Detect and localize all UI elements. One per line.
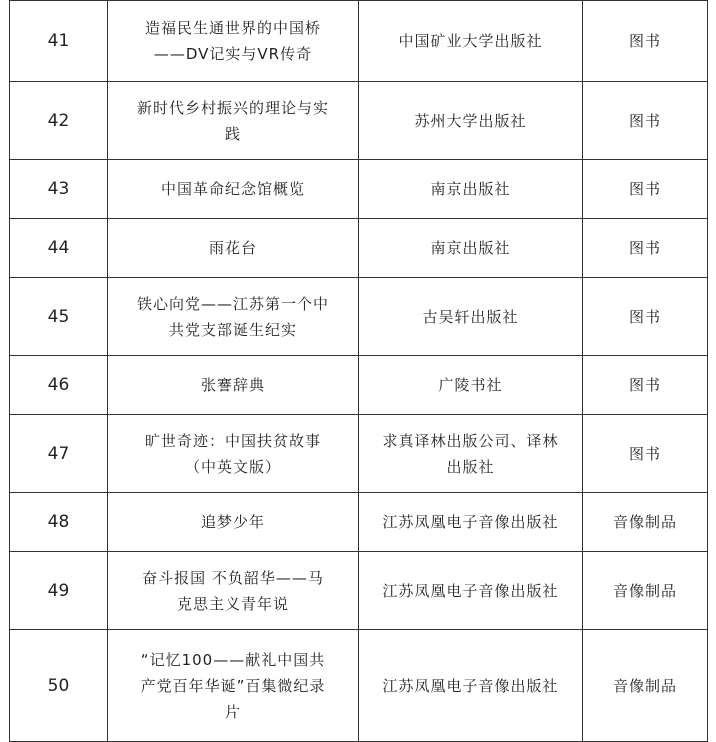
title-line: “记忆100——献礼中国共: [140, 650, 326, 669]
title-cell: [108, 630, 359, 742]
publisher-cell: [359, 415, 583, 493]
title-cell: [108, 82, 359, 160]
row-number: 46: [10, 356, 108, 415]
publisher-line: 南京出版社: [430, 180, 511, 198]
type-cell: 图书: [583, 415, 708, 493]
title-line: 雨花台: [208, 239, 257, 257]
table-row: [10, 278, 708, 356]
title-line: 铁心向党——江苏第一个中: [136, 294, 329, 313]
row-number: 42: [10, 82, 108, 160]
title-cell: [108, 219, 359, 278]
title-cell: [108, 160, 359, 219]
type-cell: 音像制品: [583, 493, 708, 552]
publisher-line: 广陵书社: [438, 376, 503, 394]
row-number: 44: [10, 219, 108, 278]
type-cell: 音像制品: [583, 552, 708, 630]
title-line: 新时代乡村振兴的理论与实: [136, 98, 329, 117]
table-body: [10, 1, 708, 742]
title-line: 旷世奇迹：中国扶贫故事: [144, 431, 321, 450]
row-number: 43: [10, 160, 108, 219]
table-row: [10, 1, 708, 82]
row-number: 48: [10, 493, 108, 552]
row-number: 47: [10, 415, 108, 493]
title-cell: [108, 415, 359, 493]
publisher-line: 中国矿业大学出版社: [398, 32, 543, 50]
row-number: 49: [10, 552, 108, 630]
type-cell: 图书: [583, 356, 708, 415]
publisher-cell: [359, 278, 583, 356]
title-line: 追梦少年: [200, 513, 265, 531]
title-line: 克思主义青年说: [176, 594, 289, 613]
type-cell: 图书: [583, 219, 708, 278]
type-cell: 音像制品: [583, 630, 708, 742]
publisher-line: 江苏凤凰电子音像出版社: [382, 581, 559, 600]
publisher-cell: [359, 493, 583, 552]
title-line: 造福民生通世界的中国桥: [144, 19, 321, 37]
publisher-line: 江苏凤凰电子音像出版社: [382, 513, 559, 531]
title-line: 片: [224, 702, 241, 721]
title-cell: [108, 1, 359, 82]
title-cell: [108, 356, 359, 415]
table-row: [10, 160, 708, 219]
title-line: 张謇辞典: [200, 376, 265, 394]
table-row: [10, 415, 708, 493]
publisher-cell: [359, 630, 583, 742]
publisher-cell: [359, 82, 583, 160]
type-cell: 图书: [583, 160, 708, 219]
table-row: [10, 356, 708, 415]
publisher-line: 出版社: [446, 457, 495, 476]
publisher-cell: [359, 356, 583, 415]
table-row: [10, 82, 708, 160]
title-cell: [108, 278, 359, 356]
row-number: 50: [10, 630, 108, 742]
type-cell: 图书: [583, 82, 708, 160]
table-row: [10, 630, 708, 742]
publisher-line: 苏州大学出版社: [414, 111, 527, 130]
title-line: 产党百年华诞”百集微纪录: [140, 676, 326, 695]
award-list-table: [9, 0, 708, 742]
title-line: 共党支部诞生纪实: [168, 320, 297, 339]
publisher-line: 南京出版社: [430, 239, 511, 257]
publisher-line: 求真译林出版公司、译林: [382, 431, 559, 450]
title-line: ——DV记实与VR传奇: [153, 45, 313, 63]
publisher-cell: [359, 219, 583, 278]
publisher-cell: [359, 160, 583, 219]
publisher-cell: [359, 552, 583, 630]
publisher-cell: [359, 1, 583, 82]
publisher-line: 江苏凤凰电子音像出版社: [382, 676, 559, 695]
title-line: （中英文版）: [184, 457, 281, 476]
title-line: 奋斗报国 不负韶华——马: [142, 568, 324, 587]
title-cell: [108, 493, 359, 552]
row-number: 45: [10, 278, 108, 356]
type-cell: 图书: [583, 1, 708, 82]
row-number: 41: [10, 1, 108, 82]
title-cell: [108, 552, 359, 630]
type-cell: 图书: [583, 278, 708, 356]
publisher-line: 古吴轩出版社: [422, 307, 519, 326]
table-row: [10, 552, 708, 630]
table-row: [10, 219, 708, 278]
title-line: 践: [224, 124, 241, 143]
title-line: 中国革命纪念馆概览: [160, 180, 305, 198]
table-row: [10, 493, 708, 552]
